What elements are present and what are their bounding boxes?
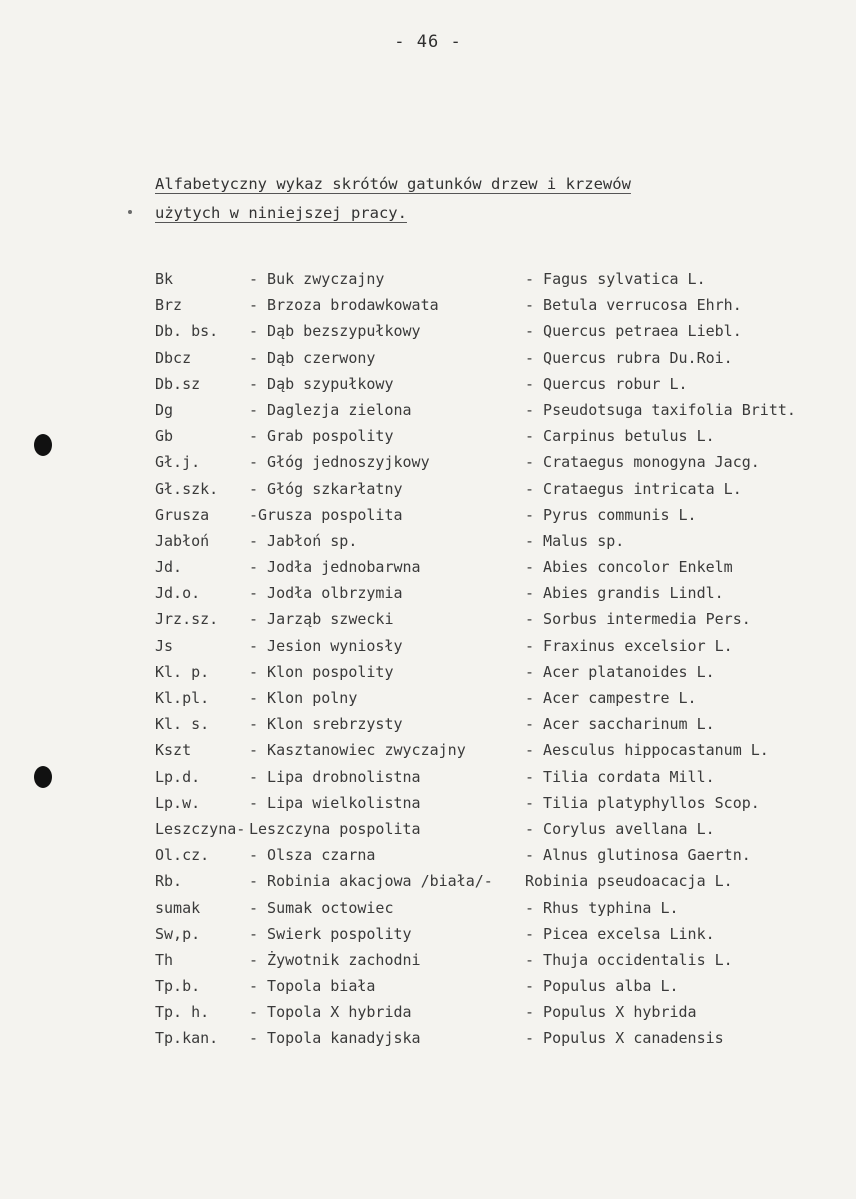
abbreviation: Jd.o. (155, 584, 201, 603)
polish-name: -Grusza pospolita (249, 505, 403, 524)
table-row (155, 528, 845, 554)
latin-name: - Quercus robur L. (525, 374, 688, 393)
heading-line-1: Alfabetyczny wykaz skrótów gatunków drzew i krzewów (155, 175, 631, 193)
abbreviation: Tp. h. (155, 1003, 210, 1022)
polish-name: - Kasztanowiec zwyczajny (249, 741, 466, 760)
latin-name: - Quercus petraea Liebl. (525, 322, 742, 341)
latin-name: - Betula verrucosa Ehrh. (525, 296, 742, 315)
polish-name: - Dąb bezszypułkowy (249, 322, 421, 341)
table-row (155, 371, 845, 397)
table-row (155, 737, 845, 763)
abbreviation: Ol.cz. (155, 846, 210, 865)
abbreviation: Kl. s. (155, 715, 210, 734)
table-row (155, 606, 845, 632)
page-number: - 46 - (394, 32, 462, 52)
abbreviation: Gł.j. (155, 453, 201, 472)
polish-name: - Lipa wielkolistna (249, 793, 421, 812)
abbreviation: Rb. (155, 872, 183, 891)
polish-name: - Głóg jednoszyjkowy (249, 453, 430, 472)
table-row (155, 476, 845, 502)
latin-name: - Thuja occidentalis L. (525, 950, 733, 969)
polish-name: - Jesion wyniosły (249, 636, 403, 655)
abbreviation-table (155, 266, 845, 1052)
margin-dot (128, 210, 132, 214)
abbreviation: Brz (155, 296, 183, 315)
abbreviation: Lp.d. (155, 767, 201, 786)
polish-name: - Buk zwyczajny (249, 270, 385, 288)
table-row (155, 423, 845, 449)
polish-name: - Jabłoń sp. (249, 531, 358, 550)
latin-name: - Abies grandis Lindl. (525, 584, 724, 603)
table-row (155, 659, 845, 685)
table-row (155, 554, 845, 580)
latin-name: - Abies concolor Enkelm (525, 558, 733, 577)
table-row (155, 266, 845, 292)
table-row (155, 1025, 845, 1051)
latin-name: - Rhus typhina L. (525, 898, 679, 917)
punch-hole-top (34, 434, 52, 456)
latin-name: - Corylus avellana L. (525, 819, 715, 838)
abbreviation: Bk (155, 270, 174, 288)
table-row (155, 999, 845, 1025)
table-row (155, 842, 845, 868)
latin-name: - Carpinus betulus L. (525, 427, 715, 446)
punch-hole-bottom (34, 766, 52, 788)
abbreviation: Db. bs. (155, 322, 219, 341)
polish-name: - Dąb czerwony (249, 348, 376, 367)
polish-name: - Dąb szypułkowy (249, 374, 394, 393)
table-row (155, 895, 845, 921)
abbreviation: Leszczyna- (155, 819, 246, 838)
latin-name: - Tilia cordata Mill. (525, 767, 715, 786)
polish-name: - Jarząb szwecki (249, 610, 394, 629)
polish-name: - Topola biała (249, 977, 376, 996)
abbreviation: Jrz.sz. (155, 610, 219, 629)
latin-name: - Acer saccharinum L. (525, 715, 715, 734)
latin-name: - Populus X canadensis (525, 1029, 724, 1048)
abbreviation: Sw,p. (155, 924, 201, 943)
latin-name: - Pseudotsuga taxifolia Britt. (525, 400, 796, 419)
table-row (155, 868, 845, 894)
latin-name: - Pyrus communis L. (525, 505, 697, 524)
polish-name: - Robinia akacjowa /biała/- (249, 872, 493, 891)
table-row (155, 947, 845, 973)
table-row (155, 397, 845, 423)
latin-name: - Malus sp. (525, 531, 625, 550)
table-row (155, 764, 845, 790)
latin-name: - Picea excelsa Link. (525, 924, 715, 943)
polish-name: - Swierk pospolity (249, 924, 412, 943)
polish-name: - Żywotnik zachodni (249, 950, 421, 969)
table-row (155, 580, 845, 606)
latin-name: - Quercus rubra Du.Roi. (525, 348, 733, 367)
polish-name: - Klon pospolity (249, 662, 394, 681)
table-row (155, 921, 845, 947)
table-row (155, 711, 845, 737)
polish-name: - Brzoza brodawkowata (249, 296, 439, 315)
table-row (155, 449, 845, 475)
latin-name: - Acer campestre L. (525, 689, 697, 707)
polish-name: - Topola X hybrida (249, 1003, 412, 1022)
abbreviation: Tp.b. (155, 977, 201, 996)
polish-name: - Klon polny (249, 689, 358, 707)
heading-line-2: użytych w niniejszej pracy. (155, 204, 407, 222)
abbreviation: Js (155, 636, 174, 655)
table-row (155, 292, 845, 318)
table-row (155, 816, 845, 842)
polish-name: Leszczyna pospolita (249, 819, 421, 838)
polish-name: - Daglezja zielona (249, 400, 412, 419)
latin-name: - Acer platanoides L. (525, 662, 715, 681)
table-row (155, 318, 845, 344)
polish-name: - Klon srebrzysty (249, 715, 403, 734)
abbreviation: sumak (155, 898, 201, 917)
latin-name: - Alnus glutinosa Gaertn. (525, 846, 751, 865)
polish-name: - Jodła olbrzymia (249, 584, 403, 603)
abbreviation: Gł.szk. (155, 479, 219, 498)
latin-name: - Sorbus intermedia Pers. (525, 610, 751, 629)
latin-name: - Crataegus intricata L. (525, 479, 742, 498)
polish-name: - Grab pospolity (249, 427, 394, 446)
polish-name: - Głóg szkarłatny (249, 479, 403, 498)
abbreviation: Tp.kan. (155, 1029, 219, 1048)
table-row (155, 790, 845, 816)
abbreviation: Db.sz (155, 374, 201, 393)
abbreviation: Kszt (155, 741, 192, 760)
list-heading (155, 170, 631, 228)
polish-name: - Olsza czarna (249, 846, 376, 865)
table-row (155, 685, 845, 711)
polish-name: - Sumak octowiec (249, 898, 394, 917)
abbreviation: Kl.pl. (155, 689, 210, 707)
latin-name: - Aesculus hippocastanum L. (525, 741, 769, 760)
abbreviation: Lp.w. (155, 793, 201, 812)
abbreviation: Jabłoń (155, 531, 210, 550)
polish-name: - Jodła jednobarwna (249, 558, 421, 577)
abbreviation: Dbcz (155, 348, 192, 367)
abbreviation: Grusza (155, 505, 210, 524)
latin-name: - Fagus sylvatica L. (525, 270, 706, 288)
latin-name: - Populus X hybrida (525, 1003, 697, 1022)
abbreviation: Jd. (155, 558, 183, 577)
abbreviation: Dg (155, 400, 174, 419)
table-row (155, 502, 845, 528)
polish-name: - Lipa drobnolistna (249, 767, 421, 786)
latin-name: - Tilia platyphyllos Scop. (525, 793, 760, 812)
table-row (155, 633, 845, 659)
latin-name: - Fraxinus excelsior L. (525, 636, 733, 655)
latin-name: Robinia pseudoacacja L. (525, 872, 733, 891)
abbreviation: Gb (155, 427, 174, 446)
latin-name: - Crataegus monogyna Jacg. (525, 453, 760, 472)
table-row (155, 973, 845, 999)
polish-name: - Topola kanadyjska (249, 1029, 421, 1048)
abbreviation: Th (155, 950, 174, 969)
table-row (155, 345, 845, 371)
abbreviation: Kl. p. (155, 662, 210, 681)
latin-name: - Populus alba L. (525, 977, 679, 996)
